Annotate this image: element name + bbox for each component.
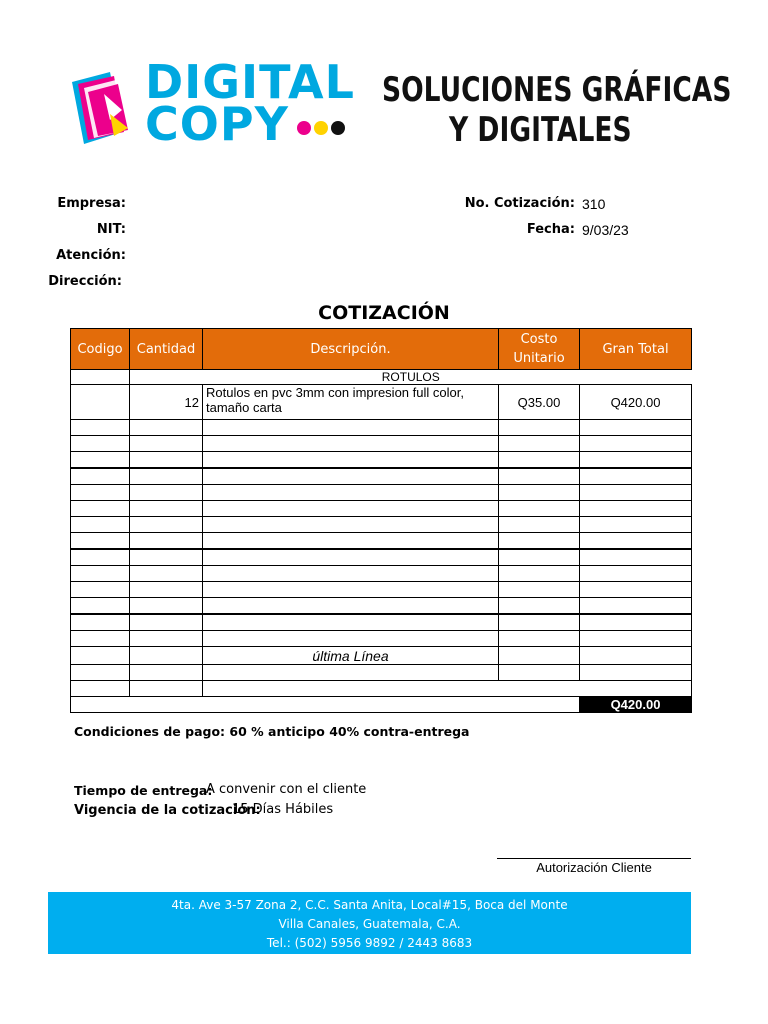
validity-label: Vigencia de la cotización: <box>74 803 261 818</box>
table-row <box>71 485 692 501</box>
yellow-dot-icon <box>314 121 328 135</box>
table-cell <box>499 549 580 566</box>
table-cell <box>203 420 499 436</box>
black-dot-icon <box>331 121 345 135</box>
payment-conditions: Condiciones de pago: 60 % anticipo 40% contra-entrega <box>74 724 470 739</box>
table-cell <box>499 501 580 517</box>
table-cell <box>71 614 130 631</box>
table-cell <box>499 631 580 647</box>
item-costo-unitario: Q35.00 <box>499 385 580 420</box>
table-cell <box>130 598 203 615</box>
table-cell <box>203 631 499 647</box>
table-cell <box>203 549 499 566</box>
item-codigo <box>71 385 130 420</box>
table-cell <box>71 468 130 485</box>
table-cell <box>71 549 130 566</box>
table-cell <box>499 614 580 631</box>
table-cell <box>130 517 203 533</box>
table-row <box>71 468 692 485</box>
delivery-time-value: A convenir con el cliente <box>206 782 367 797</box>
table-cell <box>499 517 580 533</box>
table-row <box>71 420 692 436</box>
table-row <box>71 614 692 631</box>
table-cell <box>130 452 203 469</box>
table-cell <box>71 501 130 517</box>
table-cell <box>130 647 203 665</box>
table-cell <box>71 485 130 501</box>
table-cell <box>130 420 203 436</box>
table-row <box>71 452 692 469</box>
table-cell <box>130 631 203 647</box>
table-cell <box>203 614 499 631</box>
table-cell <box>580 501 692 517</box>
table-cell <box>71 697 580 713</box>
grand-total-value: Q420.00 <box>580 697 692 713</box>
footer-address: 4ta. Ave 3-57 Zona 2, C.C. Santa Anita, Local#15, Boca del Monte <box>171 898 568 912</box>
brand-name-line2: COPY <box>145 97 289 151</box>
table-row <box>71 681 692 697</box>
table-cell <box>580 598 692 615</box>
table-cell <box>203 533 499 550</box>
table-row <box>71 582 692 598</box>
table-row <box>71 631 692 647</box>
cotizacion-number-value: 310 <box>582 196 606 212</box>
atencion-label: Atención: <box>56 248 126 263</box>
col-header-codigo: Codigo <box>71 329 130 370</box>
table-cell <box>203 452 499 469</box>
table-cell <box>580 533 692 550</box>
footer-city: Villa Canales, Guatemala, C.A. <box>278 917 461 931</box>
table-row <box>71 436 692 452</box>
table-cell <box>580 647 692 665</box>
table-cell <box>499 420 580 436</box>
table-cell <box>580 485 692 501</box>
col-header-cantidad: Cantidad <box>130 329 203 370</box>
table-cell <box>580 420 692 436</box>
table-cell <box>203 598 499 615</box>
table-cell <box>71 420 130 436</box>
table-cell <box>203 468 499 485</box>
table-cell <box>203 665 499 681</box>
item-row <box>71 385 692 420</box>
table-cell <box>499 582 580 598</box>
table-cell <box>71 566 130 582</box>
footer-bar <box>48 892 691 954</box>
magenta-dot-icon <box>297 121 311 135</box>
table-cell <box>130 436 203 452</box>
delivery-time-label: Tiempo de entrega: <box>74 783 213 798</box>
table-cell <box>71 665 130 681</box>
table-cell <box>71 370 130 385</box>
brand-dots <box>297 121 345 135</box>
direccion-label: Dirección: <box>48 274 122 289</box>
table-cell <box>203 566 499 582</box>
table-row <box>71 549 692 566</box>
table-cell <box>580 517 692 533</box>
item-descripcion <box>203 385 499 420</box>
item-descripcion-line1: Rotulos en pvc 3mm con impresion full color, <box>206 385 464 400</box>
table-row <box>71 533 692 550</box>
table-cell <box>499 598 580 615</box>
footer-phone: Tel.: (502) 5956 9892 / 2443 8683 <box>266 936 473 950</box>
table-cell <box>130 681 203 697</box>
table-cell <box>499 647 580 665</box>
total-row <box>71 697 692 713</box>
table-cell <box>71 681 130 697</box>
col-header-costo-unitario <box>499 329 580 370</box>
table-cell <box>499 566 580 582</box>
costo-header-line1: Costo <box>520 332 558 347</box>
tagline-line2: Y DIGITALES <box>449 110 632 150</box>
table-cell <box>499 485 580 501</box>
table-cell <box>71 517 130 533</box>
table-cell <box>580 549 692 566</box>
col-header-gran-total: Gran Total <box>580 329 692 370</box>
table-cell <box>71 582 130 598</box>
signature-label: Autorización Cliente <box>536 860 652 875</box>
table-row <box>71 566 692 582</box>
table-cell <box>580 566 692 582</box>
nit-label: NIT: <box>96 222 126 237</box>
table-cell <box>203 485 499 501</box>
item-cantidad: 12 <box>130 385 203 420</box>
table-cell <box>580 631 692 647</box>
table-cell <box>130 614 203 631</box>
table-cell <box>130 549 203 566</box>
table-cell <box>580 468 692 485</box>
fecha-label: Fecha: <box>526 222 575 237</box>
table-cell <box>499 452 580 469</box>
signature-line <box>497 858 691 859</box>
quote-table <box>70 328 692 713</box>
table-row <box>71 501 692 517</box>
document-title: COTIZACIÓN <box>318 302 450 324</box>
table-cell <box>203 501 499 517</box>
table-cell <box>580 614 692 631</box>
costo-header-line2: Unitario <box>513 351 565 366</box>
table-cell <box>580 582 692 598</box>
table-cell <box>71 436 130 452</box>
table-cell <box>203 436 499 452</box>
table-cell <box>71 598 130 615</box>
table-cell <box>130 533 203 550</box>
col-header-descripcion: Descripción. <box>203 329 499 370</box>
table-cell <box>499 665 580 681</box>
table-row <box>71 598 692 615</box>
cotizacion-number-label: No. Cotización: <box>464 196 575 211</box>
table-row <box>71 517 692 533</box>
logo-mark-icon <box>70 70 136 146</box>
table-cell <box>130 468 203 485</box>
table-cell <box>130 566 203 582</box>
section-label: ROTULOS <box>130 370 692 385</box>
table-row <box>71 665 692 681</box>
table-cell <box>203 517 499 533</box>
table-cell <box>130 485 203 501</box>
last-line-label: última Línea <box>203 647 499 665</box>
empresa-label: Empresa: <box>57 196 126 211</box>
table-cell <box>71 631 130 647</box>
table-cell <box>130 665 203 681</box>
validity-value: 15 Días Hábiles <box>232 802 334 817</box>
brand-name-line1: DIGITAL <box>145 55 355 109</box>
table-cell <box>499 468 580 485</box>
table-cell <box>130 501 203 517</box>
last-line-row <box>71 647 692 665</box>
item-descripcion-line2: tamaño carta <box>206 400 282 415</box>
table-cell <box>499 533 580 550</box>
section-row <box>71 370 692 385</box>
table-cell <box>580 452 692 469</box>
table-cell <box>580 665 692 681</box>
table-cell <box>203 681 692 697</box>
table-cell <box>580 436 692 452</box>
item-gran-total: Q420.00 <box>580 385 692 420</box>
table-header-row <box>71 329 692 370</box>
fecha-value: 9/03/23 <box>582 222 629 238</box>
table-cell <box>130 582 203 598</box>
table-cell <box>71 533 130 550</box>
table-cell <box>203 582 499 598</box>
tagline-line1: SOLUCIONES GRÁFICAS <box>382 70 732 110</box>
table-cell <box>71 452 130 469</box>
table-cell <box>71 647 130 665</box>
table-cell <box>499 436 580 452</box>
